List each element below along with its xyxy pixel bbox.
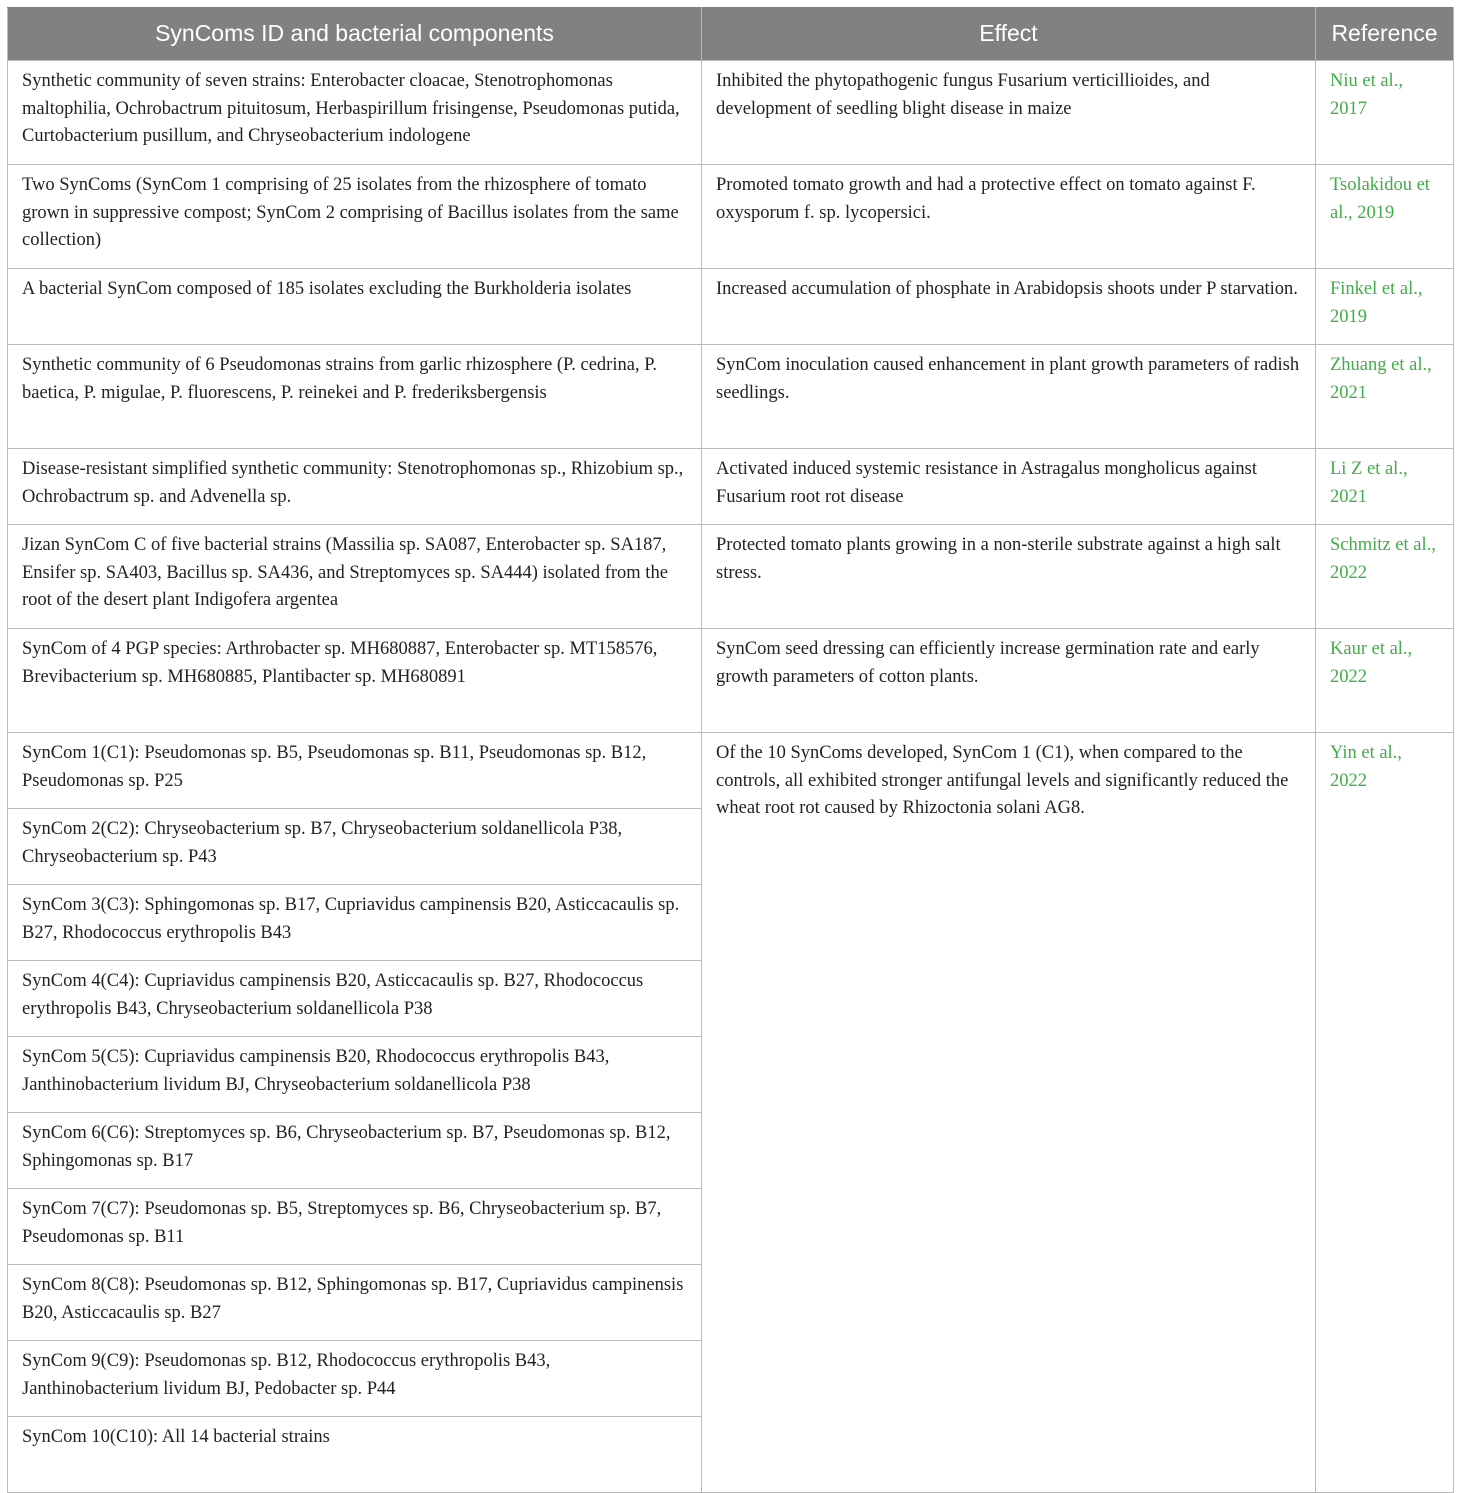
components-cell: Synthetic community of seven strains: Enterobacter cloacae, Stenotrophomonas maltophilia, Ochrobactrum pituitosum, Herbaspirillum frisingense, Pseudomonas putida, Curtobacterium pusillum, and Chryseobacterium indologene <box>8 61 702 165</box>
reference-link[interactable]: Yin et al., 2022 <box>1316 733 1454 1493</box>
components-cell: SynCom 10(C10): All 14 bacterial strains <box>8 1417 702 1493</box>
effect-cell: Increased accumulation of phosphate in Arabidopsis shoots under P starvation. <box>702 269 1316 345</box>
effect-cell: Promoted tomato growth and had a protective effect on tomato against F. oxysporum f. sp. lycopersici. <box>702 165 1316 269</box>
header-effect: Effect <box>702 8 1316 61</box>
effect-cell: SynCom seed dressing can efficiently increase germination rate and early growth parameters of cotton plants. <box>702 629 1316 733</box>
table-row <box>8 61 1454 165</box>
table-row <box>8 733 1454 809</box>
components-cell: SynCom 4(C4): Cupriavidus campinensis B20, Asticcacaulis sp. B27, Rhodococcus erythropolis B43, Chryseobacterium soldanellicola P38 <box>8 961 702 1037</box>
reference-link[interactable]: Kaur et al., 2022 <box>1316 629 1454 733</box>
reference-link[interactable]: Schmitz et al., 2022 <box>1316 525 1454 629</box>
reference-link[interactable]: Finkel et al., 2019 <box>1316 269 1454 345</box>
components-cell: SynCom 3(C3): Sphingomonas sp. B17, Cupriavidus campinensis B20, Asticcacaulis sp. B27, Rhodococcus erythropolis B43 <box>8 885 702 961</box>
components-cell: Jizan SynCom C of five bacterial strains (Massilia sp. SA087, Enterobacter sp. SA187, Ensifer sp. SA403, Bacillus sp. SA436, and Streptomyces sp. SA444) isolated from the root of the desert plant Indigofera argentea <box>8 525 702 629</box>
components-cell: SynCom 6(C6): Streptomyces sp. B6, Chryseobacterium sp. B7, Pseudomonas sp. B12, Sphingomonas sp. B17 <box>8 1113 702 1189</box>
header-reference: Reference <box>1316 8 1454 61</box>
table-row <box>8 269 1454 345</box>
components-cell: A bacterial SynCom composed of 185 isolates excluding the Burkholderia isolates <box>8 269 702 345</box>
reference-link[interactable]: Li Z et al., 2021 <box>1316 449 1454 525</box>
components-cell: SynCom 9(C9): Pseudomonas sp. B12, Rhodococcus erythropolis B43, Janthinobacterium lividum BJ, Pedobacter sp. P44 <box>8 1341 702 1417</box>
table-row <box>8 449 1454 525</box>
effect-cell: SynCom inoculation caused enhancement in plant growth parameters of radish seedlings. <box>702 345 1316 449</box>
components-cell: SynCom 1(C1): Pseudomonas sp. B5, Pseudomonas sp. B11, Pseudomonas sp. B12, Pseudomonas sp. P25 <box>8 733 702 809</box>
components-cell: Synthetic community of 6 Pseudomonas strains from garlic rhizosphere (P. cedrina, P. baetica, P. migulae, P. fluorescens, P. reinekei and P. frederiksbergensis <box>8 345 702 449</box>
table-row <box>8 165 1454 269</box>
table-row <box>8 345 1454 449</box>
header-components: SynComs ID and bacterial components <box>8 8 702 61</box>
effect-cell: Activated induced systemic resistance in Astragalus mongholicus against Fusarium root rot disease <box>702 449 1316 525</box>
reference-link[interactable]: Niu et al., 2017 <box>1316 61 1454 165</box>
components-cell: SynCom 7(C7): Pseudomonas sp. B5, Streptomyces sp. B6, Chryseobacterium sp. B7, Pseudomonas sp. B11 <box>8 1189 702 1265</box>
components-cell: SynCom 8(C8): Pseudomonas sp. B12, Sphingomonas sp. B17, Cupriavidus campinensis B20, Asticcacaulis sp. B27 <box>8 1265 702 1341</box>
reference-link[interactable]: Tsolakidou et al., 2019 <box>1316 165 1454 269</box>
reference-link[interactable]: Zhuang et al., 2021 <box>1316 345 1454 449</box>
effect-cell: Protected tomato plants growing in a non-sterile substrate against a high salt stress. <box>702 525 1316 629</box>
table-row <box>8 525 1454 629</box>
components-cell: SynCom 5(C5): Cupriavidus campinensis B20, Rhodococcus erythropolis B43, Janthinobacterium lividum BJ, Chryseobacterium soldanellicola P38 <box>8 1037 702 1113</box>
components-cell: Disease-resistant simplified synthetic community: Stenotrophomonas sp., Rhizobium sp., Ochrobactrum sp. and Advenella sp. <box>8 449 702 525</box>
effect-cell: Of the 10 SynComs developed, SynCom 1 (C1), when compared to the controls, all exhibited stronger antifungal levels and significantly reduced the wheat root rot caused by Rhizoctonia solani AG8. <box>702 733 1316 1493</box>
components-cell: SynCom 2(C2): Chryseobacterium sp. B7, Chryseobacterium soldanellicola P38, Chryseobacterium sp. P43 <box>8 809 702 885</box>
table-header <box>8 8 1454 61</box>
components-cell: Two SynComs (SynCom 1 comprising of 25 isolates from the rhizosphere of tomato grown in suppressive compost; SynCom 2 comprising of Bacillus isolates from the same collection) <box>8 165 702 269</box>
effect-cell: Inhibited the phytopathogenic fungus Fusarium verticillioides, and development of seedling blight disease in maize <box>702 61 1316 165</box>
table-row <box>8 629 1454 733</box>
syncom-table <box>7 7 1454 1493</box>
components-cell: SynCom of 4 PGP species: Arthrobacter sp. MH680887, Enterobacter sp. MT158576, Brevibacterium sp. MH680885, Plantibacter sp. MH680891 <box>8 629 702 733</box>
